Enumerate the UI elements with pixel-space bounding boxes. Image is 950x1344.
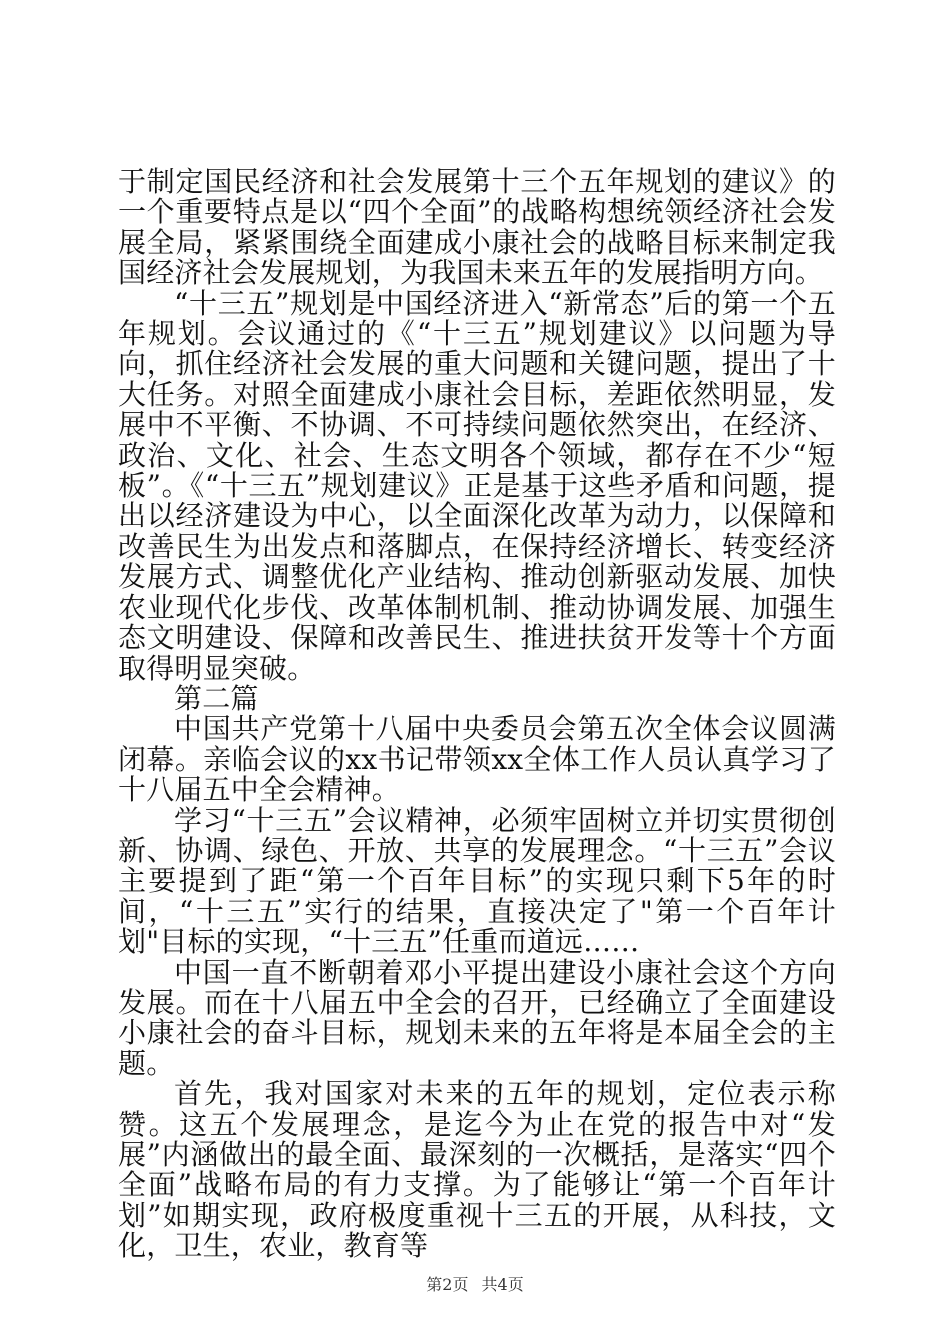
page-number: 第2页 xyxy=(426,1275,469,1294)
paragraph-continuation: 于制定国民经济和社会发展第十三个五年规划的建议》的一个重要特点是以“四个全面”的战略构想统领经济社会发展全局，紧紧围绕全面建成小康社会的战略目标来制定我国经济社会发展规划，为我国未来五年的发展指明方向。 xyxy=(118,165,836,290)
paragraph-thirteenth-five-year-plan: “十三五”规划是中国经济进入“新常态”后的第一个五年规划。会议通过的《“十三五”规划建议》以问题为导向，抓住经济社会发展的重大问题和关键问题，提出了十大任务。对照全面建成小康社会目标，差距依然明显，发展中不平衡、不协调、不可持续问题依然突出，在经济、政治、文化、社会、生态文明各个领域，都存在不少“短板”。《“十三五”规划建议》正是基于这些矛盾和问题，提出以经济建设为中心，以全面深化改革为动力，以保障和改善民生为出发点和落脚点，在保持经济增长、转变经济发展方式、调整优化产业结构、推动创新驱动发展、加快农业现代化步伐、改革体制机制、推动协调发展、加强生态文明建设、保障和改善民生、推进扶贫开发等十个方面取得明显突破。 xyxy=(118,286,836,685)
page-footer xyxy=(0,1272,950,1295)
paragraph-development-concepts: 学习“十三五”会议精神，必须牢固树立并切实贯彻创新、协调、绿色、开放、共享的发展理念。“十三五”会议主要提到了距“第一个百年目标”的实现只剩下5年的时间，“十三五”实行的结果，直接决定了"第一个百年计划"目标的实现，“十三五”任重而道远…… xyxy=(118,803,836,959)
document-body xyxy=(118,167,836,1262)
paragraph-praise-plan: 首先，我对国家对未来的五年的规划，定位表示称赞。这五个发展理念，是迄今为止在党的报告中对“发展”内涵做出的最全面、最深刻的一次概括，是落实“四个全面”战略布局的有力支撑。为了能够让“第一个百年计划”如期实现，政府极度重视十三五的开展，从科技，文化，卫生，农业，教育等 xyxy=(118,1077,836,1263)
page-total: 共4页 xyxy=(481,1275,524,1294)
paragraph-xiaokang-society: 中国一直不断朝着邓小平提出建设小康社会这个方向发展。而在十八届五中全会的召开，已经确立了全面建设小康社会的奋斗目标，规划未来的五年将是本届全会的主题。 xyxy=(118,955,836,1080)
paragraph-plenary-closing: 中国共产党第十八届中央委员会第五次全体会议圆满闭幕。亲临会议的xx书记带领xx全体工作人员认真学习了十八届五中全会精神。 xyxy=(118,712,836,807)
section-heading-part-two: 第二篇 xyxy=(174,681,259,715)
